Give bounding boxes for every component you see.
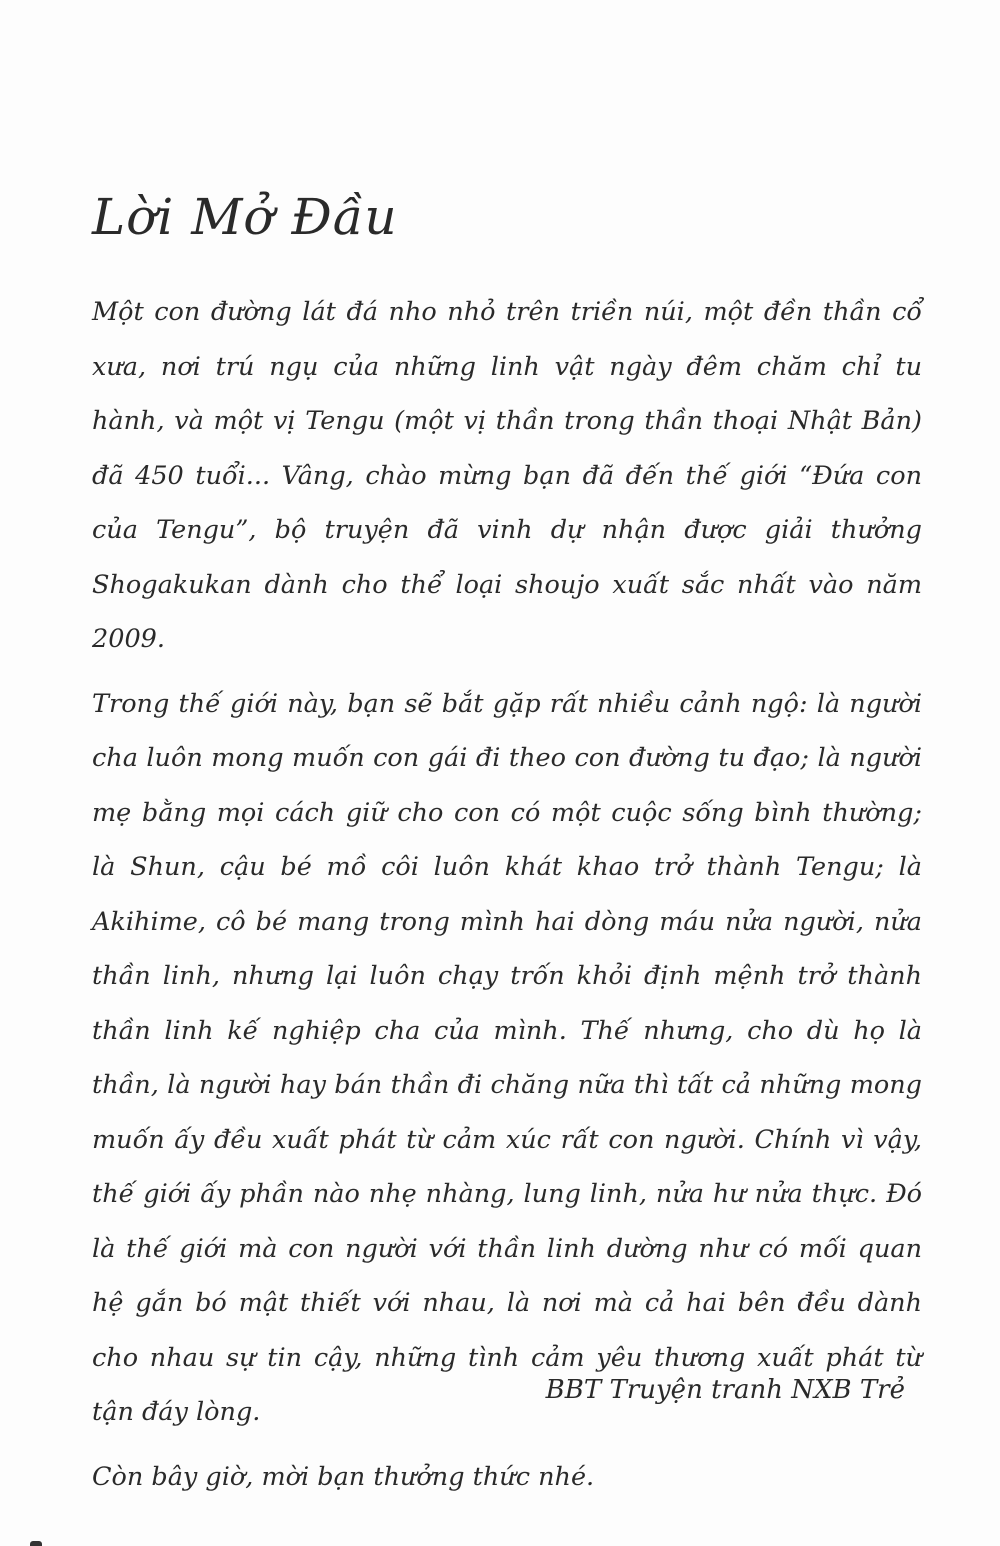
paragraph-intro: Một con đường lát đá nho nhỏ trên triền núi, một đền thần cổ xưa, nơi trú ngụ của những linh vật ngày đêm chăm chỉ tu hành, và một vị Tengu (một vị thần trong thần thoại Nhật Bản) đã 450 tuổi... Vâng, chào mừng bạn đã đến thế giới “Đứa con của Tengu”, bộ truyện đã vinh dự nhận được giải thưởng Shogakukan dành cho thể loại shoujo xuất sắc nhất vào năm 2009. [92, 297, 922, 654]
page-title: Lời Mở Đầu [92, 188, 398, 246]
corner-mark [30, 1541, 42, 1546]
signature: BBT Truyện tranh NXB Trẻ [545, 1375, 905, 1405]
paragraph-closing: Còn bây giờ, mời bạn thưởng thức nhé. [92, 1461, 595, 1492]
document-body [92, 285, 922, 1504]
paragraph-world: Trong thế giới này, bạn sẽ bắt gặp rất nhiều cảnh ngộ: là người cha luôn mong muốn con gái đi theo con đường tu đạo; là người mẹ bằng mọi cách giữ cho con có một cuộc sống bình thường; là Shun, cậu bé mồ côi luôn khát khao trở thành Tengu; là Akihime, cô bé mang trong mình hai dòng máu nửa người, nửa thần linh, nhưng lại luôn chạy trốn khỏi định mệnh trở thành thần linh kế nghiệp cha của mình. Thế nhưng, cho dù họ là thần, là người hay bán thần đi chăng nữa thì tất cả những mong muốn ấy đều xuất phát từ cảm xúc rất con người. Chính vì vậy, thế giới ấy phần nào nhẹ nhàng, lung linh, nửa hư nửa thực. Đó là thế giới mà con người với thần linh dường như có mối quan hệ gắn bó mật thiết với nhau, là nơi mà cả hai bên đều dành cho nhau sự tin cậy, những tình cảm yêu thương xuất phát từ tận đáy lòng. [92, 688, 922, 1427]
